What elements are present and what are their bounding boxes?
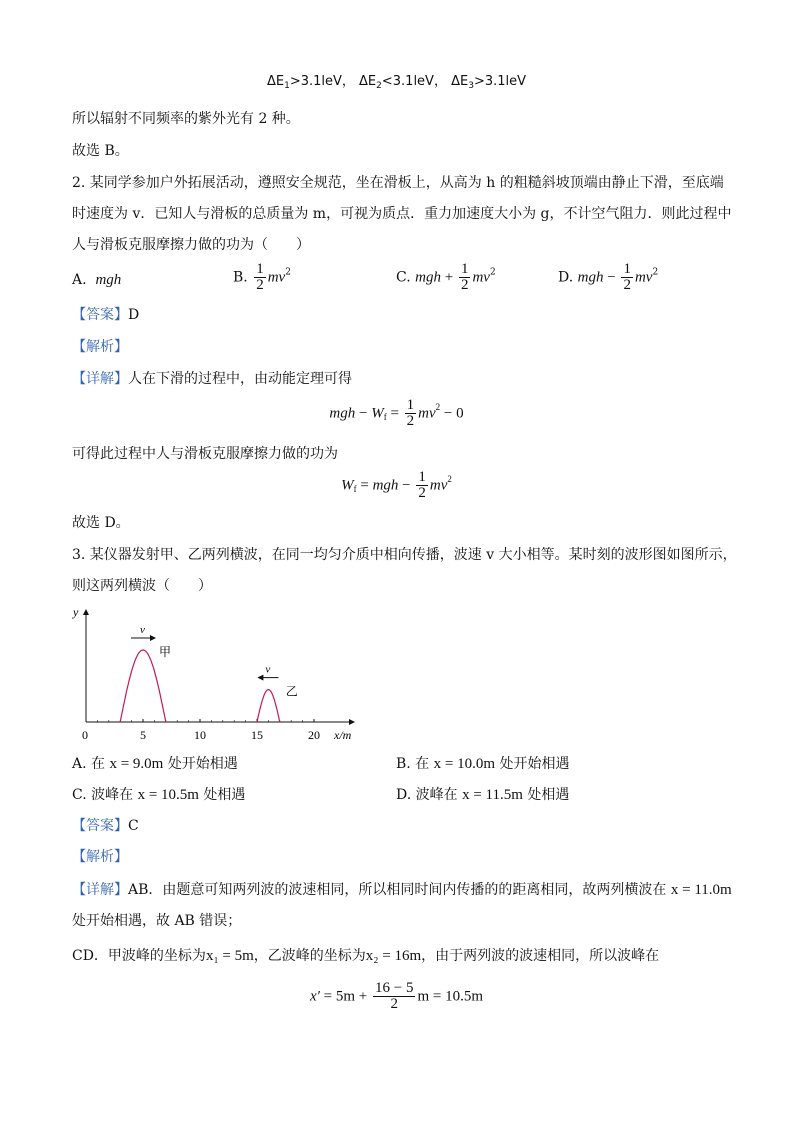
wave-name-label: 甲 <box>159 645 172 659</box>
q3-line2: 则这两列横波（ ） <box>72 578 212 594</box>
conclusion-b: 故选 B。 <box>72 143 129 159</box>
q2-line2: 时速度为 v．已知人与滑板的总质量为 m，可视为质点．重力加速度大小为 g，不计空气阻力．则此过程中 <box>72 206 732 222</box>
q3-option-d[interactable]: D. 波峰在 x = 11.5m 处相遇 <box>396 787 570 803</box>
q3-ab-line2: 处开始相遇，故 AB 错误； <box>72 913 242 929</box>
x-tick-label: 10 <box>194 728 206 742</box>
x-tick-label: 0 <box>82 728 88 742</box>
x-tick-label: 5 <box>140 728 146 742</box>
q2-equation-1: mgh − $W_f$ = $\frac{1}{2}$ $mv^2 - 0$ <box>329 397 464 429</box>
q3-option-c[interactable]: C. 波峰在 x = 10.5m 处相遇 <box>72 787 246 803</box>
x-tick-label: 20 <box>308 728 320 742</box>
x-axis-label: x/m <box>334 728 352 742</box>
q3-detail-ab: 【详解】AB．由题意可知两列波的波速相同，所以相同时间内传播的的距离相同，故两列横波在 x = 11.0m <box>72 882 732 898</box>
q2-conclusion: 故选 D。 <box>72 515 130 531</box>
y-axis-label: y <box>73 605 79 619</box>
q2-answer <box>72 306 139 324</box>
answer-value: D <box>128 307 140 323</box>
q2-option-c[interactable]: C. mgh + $\frac{1}{2}$ $mv^2$ <box>396 261 496 293</box>
wave-chart <box>68 602 368 742</box>
q3-final-equation: x′ = 5m + $\frac{16 - 5}{2}$ m = 10.5m <box>309 980 484 1012</box>
e3-symbol: ΔE <box>451 74 469 89</box>
velocity-label: v <box>265 663 271 676</box>
e3-compare: >3.1leV <box>473 74 527 89</box>
q3-answer <box>72 817 139 835</box>
q3-option-b[interactable]: B. 在 x = 10.0m 处开始相遇 <box>396 756 570 772</box>
wave-name-label: 乙 <box>285 684 298 699</box>
velocity-label: v <box>140 624 145 636</box>
e1-symbol: ΔE <box>266 74 285 89</box>
q3-option-a[interactable]: A. 在 x = 9.0m 处开始相遇 <box>72 756 238 772</box>
e2-compare: <3.1leV， <box>381 74 447 89</box>
answer-tag: 【答案】 <box>72 818 128 834</box>
e1-compare: >3.1leV， <box>289 74 355 89</box>
q2-line3: 人与滑板克服摩擦力做的功为（ ） <box>72 237 310 253</box>
x-tick-label: 15 <box>251 728 263 742</box>
wave-jia <box>120 650 166 722</box>
q2-option-d[interactable]: D. mgh − $\frac{1}{2}$ $mv^2$ <box>558 261 659 293</box>
detail-tag: 【详解】 <box>72 371 128 387</box>
radiation-line: 所以辐射不同频率的紫外光有 2 种。 <box>72 111 300 127</box>
answer-value: C <box>128 818 139 834</box>
wave-yi <box>257 690 280 722</box>
e2-symbol: ΔE <box>359 74 377 89</box>
q2-line1: 2. 某同学参加户外拓展活动，遵照安全规范，坐在滑板上，从高为 h 的粗糙斜坡顶端由静止下滑，至底端 <box>72 175 724 191</box>
q2-option-b[interactable]: B. $\frac{1}{2}$ $mv^2$ <box>233 261 291 293</box>
q2-detail: 【详解】人在下滑的过程中，由动能定理可得 <box>72 371 352 387</box>
q3-line1: 3. 某仪器发射甲、乙两列横波，在同一均匀介质中相向传播，波速 v 大小相等。某时刻的波形图如图所示， <box>72 547 737 563</box>
q2-option-a[interactable]: A. mgh <box>72 272 122 288</box>
answer-tag: 【答案】 <box>72 307 128 323</box>
q2-mid-text: 可得此过程中人与滑板克服摩擦力做的功为 <box>72 446 338 462</box>
q3-analysis-tag: 【解析】 <box>72 849 128 865</box>
energy-comparison-formula: $\Delta E_1>3.1leV$， $\Delta E_2<3.1leV$， $\Delta E_3>3.1leV$ <box>266 74 527 91</box>
q3-cd-line: CD．甲波峰的坐标为x₁ = 5m，乙波峰的坐标为x₂ = 16m，由于两列波的波速相同，所以波峰在 <box>72 948 660 964</box>
q2-analysis-tag: 【解析】 <box>72 339 128 355</box>
q2-equation-2: $W_f$ = mgh − $\frac{1}{2}$ $mv^2$ <box>341 469 452 501</box>
